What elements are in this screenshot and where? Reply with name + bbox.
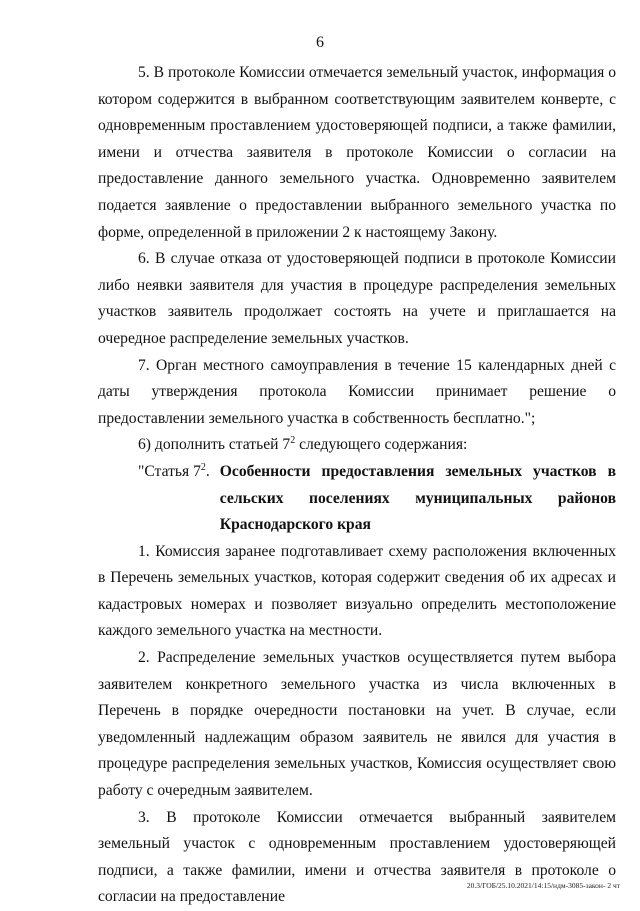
article-title: Особенности предоставления земельных участков в сельских поселениях муниципальных районов Краснодарского края	[219, 462, 616, 534]
amendment-suffix: следующего содержания:	[295, 436, 468, 454]
article-label-superscript: 2	[200, 461, 206, 473]
article-label	[98, 459, 210, 539]
article-paragraph-3: 3. В протоколе Комиссии отмечается выбранный заявителем земельный участок с одновременным проставлением удостоверяющей подписи, а также фамилии, имени и отчества заявителя в протоколе о согласии на предоставление	[98, 808, 616, 906]
article-label-suffix: .	[205, 462, 210, 480]
paragraph-6: 6. В случае отказа от удостоверяющей подписи в протоколе Комиссии либо неявки заявителя для участия в процедуре распределения земельных участков заявитель продолжает состоять на учете и приглашается на очередное распределение земельных участков.	[98, 250, 616, 347]
paragraph-7: 7. Орган местного самоуправления в течение 15 календарных дней с даты утверждения протокола Комиссии принимает решение о предоставлении земельного участка в собственность бесплатно.";	[98, 356, 616, 427]
page-number: 6	[316, 34, 324, 51]
document-body	[98, 60, 616, 911]
article-paragraph-2: 2. Распределение земельных участков осуществляется путем выбора заявителем конкретного земельного участка из числа включенных в Перечень в порядке очередности постановки на учет. В случае, если уведомленный надлежащим образом заявитель не явился для участия в процедуре распределения земельных участков, Комиссия осуществляет свою работу с очередным заявителем.	[98, 649, 616, 800]
article-paragraph-1: 1. Комиссия заранее подготавливает схему расположения включенных в Перечень земельных участков, которая содержит сведения об их адресах и кадастровых номерах и позволяет визуально определить местоположение каждого земельного участка на местности.	[98, 542, 616, 640]
amendment-text: 6) дополнить статьей 7	[138, 436, 291, 454]
amendment-line	[98, 432, 616, 459]
footer-stamp: 20.3/ГОБ/25.10.2021/14:15/ндм-3085-закон- 2 чт	[466, 881, 620, 890]
amendment-superscript: 2	[290, 435, 296, 447]
article-label-text: "Статья 7	[138, 462, 201, 480]
article-heading	[98, 459, 616, 539]
paragraph-5: 5. В протоколе Комиссии отмечается земельный участок, информация о котором содержится в выбранном соответствующим заявителем конверте, с одновременным проставлением удостоверяющей подписи, а также фамилии, имени и отчества заявителя в протоколе Комиссии о согласии на предоставление данного земельного участка. Одновременно заявителем подается заявление о предоставлении выбранного земельного участка по форме, определенной в приложении 2 к настоящему Закону.	[98, 64, 616, 241]
